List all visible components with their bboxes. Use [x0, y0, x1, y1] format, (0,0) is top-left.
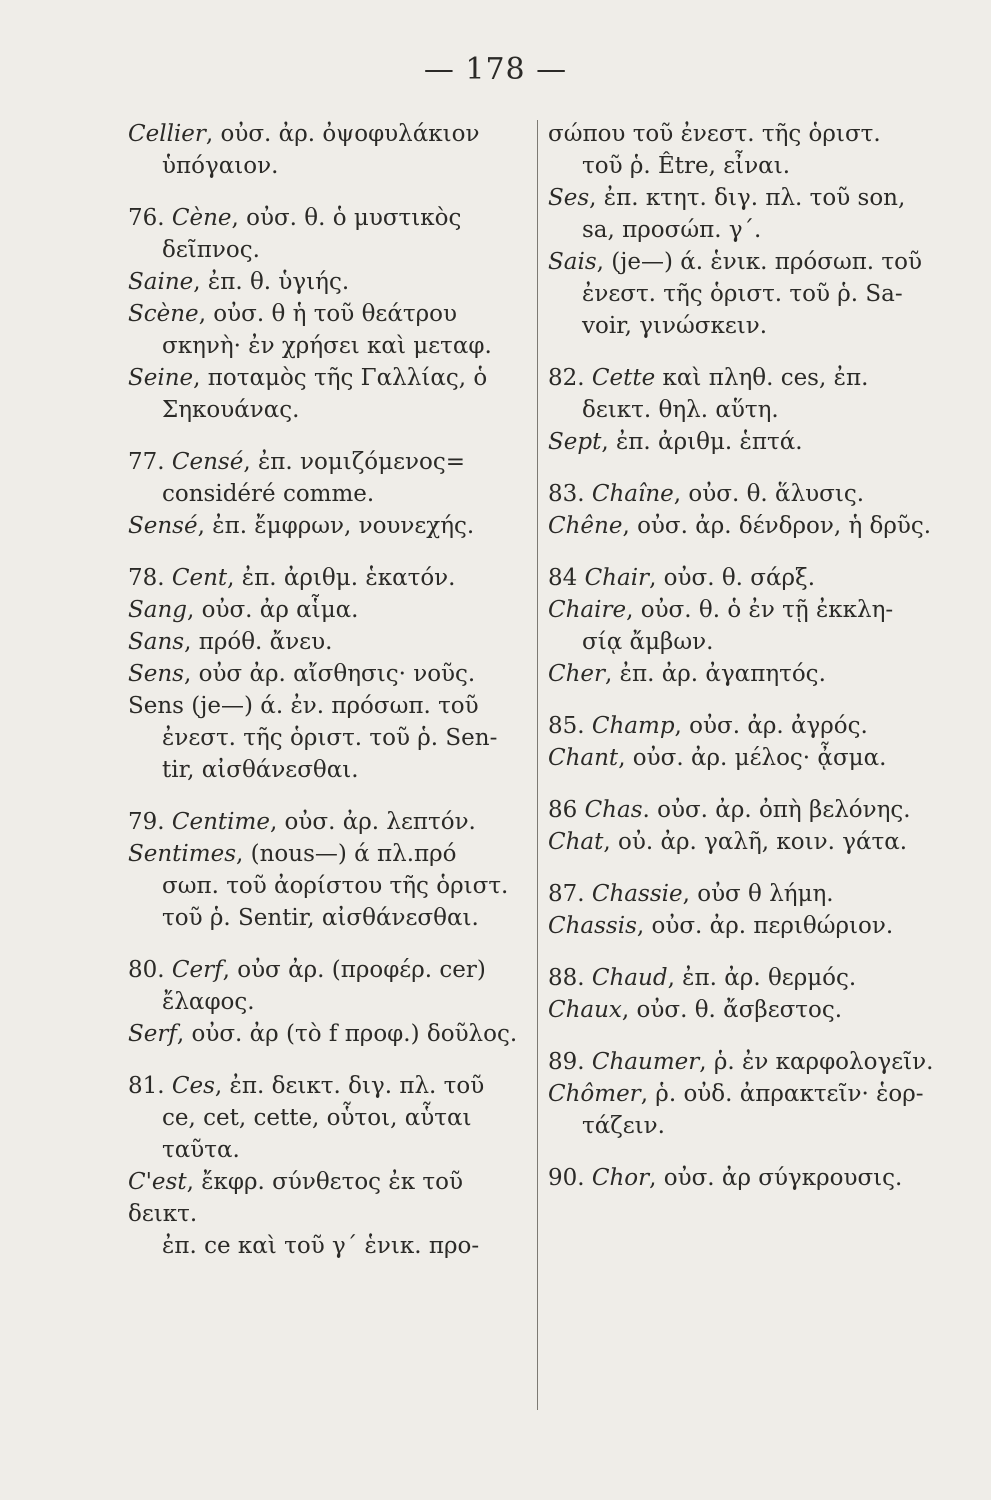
entry-headword: Chair [584, 565, 650, 591]
entry-definition: , οὐσ ἀρ. (προφέρ. cer) [222, 957, 486, 983]
entry-number: 90. [548, 1165, 592, 1191]
entry-continuation: Σηκουάνας. [162, 397, 300, 423]
entry-headword: Cellier [128, 121, 206, 147]
entry-headword: Cène [171, 205, 232, 231]
entry-definition: , οὐσ. ἀρ σύγκρουσις. [649, 1165, 903, 1191]
dictionary-entry [548, 962, 968, 994]
dictionary-entry [128, 510, 523, 542]
entry-number: 84 [548, 565, 585, 591]
entry-definition: , ἐπ. ἀριθμ. ἑπτά. [601, 429, 803, 455]
entry-headword: Ces [171, 1073, 215, 1099]
dictionary-entry [128, 298, 523, 362]
entry-headword: Chaud [591, 965, 668, 991]
dictionary-entry [548, 794, 968, 826]
entry-number: 78. [128, 565, 172, 591]
entry-headword: Saine [128, 269, 194, 295]
entry-number: 86 [548, 797, 585, 823]
entry-definition: , ῥ. οὐδ. ἀπρακτεῖν· ἑορ- [640, 1081, 924, 1107]
entry-number: 85. [548, 713, 592, 739]
dictionary-entry [128, 118, 523, 182]
entry-number: 88. [548, 965, 592, 991]
dictionary-entry [128, 626, 523, 658]
entry-continuation: ἐνεστ. τῆς ὁριστ. τοῦ ῥ. Sen- [162, 725, 498, 751]
entry-definition: , ἐπ. ἀρ. ἀγαπητός. [605, 661, 826, 687]
entry-definition: , ἐπ. κτητ. διγ. πλ. τοῦ son, [589, 185, 906, 211]
dictionary-entry [128, 658, 523, 690]
entry-number: 77. [128, 449, 172, 475]
entry-continuation: ἔλαφος. [162, 989, 255, 1015]
entry-continuation: ὑπόγαιον. [162, 153, 279, 179]
entry-definition: , ἔκφρ. σύνθετος ἐκ τοῦ δεικτ. [128, 1169, 463, 1227]
entry-definition: , οὐσ. θ. ἅλυσις. [673, 481, 865, 507]
dictionary-entry [548, 710, 968, 742]
entry-continuation: considéré comme. [162, 481, 375, 507]
entry-headword: Champ [591, 713, 675, 739]
entry-headword: Chaire [548, 597, 627, 623]
dictionary-entry [548, 362, 968, 426]
dictionary-entry [128, 954, 523, 1018]
entry-number: 81. [128, 1073, 172, 1099]
entry-headword: C'est [128, 1169, 187, 1195]
entry-definition: , οὐσ θ λήμη. [682, 881, 834, 907]
entry-continuation: σωπ. τοῦ ἀορίστου τῆς ὁριστ. [162, 873, 509, 899]
entry-headword: Sens [128, 661, 184, 687]
dictionary-entry [128, 1070, 523, 1166]
entry-headword: Chêne [548, 513, 623, 539]
entry-definition: , (nous—) ά πλ.πρό [236, 841, 457, 867]
left-column [128, 118, 523, 1262]
entry-definition: , οὐσ. ἀρ. λεπτόν. [269, 809, 476, 835]
dictionary-entry [128, 202, 523, 266]
dictionary-entry [548, 1162, 968, 1194]
entry-definition: , οὐσ. θ. ἄσβεστος. [621, 997, 843, 1023]
entry-continuation: δεῖπνος. [162, 237, 260, 263]
dictionary-entry [128, 690, 523, 786]
dictionary-entry [548, 182, 968, 246]
dictionary-entry [548, 910, 968, 942]
entry-number: 83. [548, 481, 592, 507]
entry-continuation: σίᾳ ἄμβων. [582, 629, 714, 655]
dictionary-entry [548, 742, 968, 774]
dictionary-entry [128, 838, 523, 934]
dictionary-entry [128, 266, 523, 298]
dictionary-entry [128, 362, 523, 426]
entry-continuation: ce, cet, cette, οὗτοι, αὗται [162, 1105, 472, 1131]
dictionary-entry [548, 246, 968, 342]
dictionary-entry [548, 426, 968, 458]
entry-definition: , οὐσ. θ. ὁ μυστικὸς [231, 205, 462, 231]
entry-continuation: δεικτ. θηλ. αὕτη. [582, 397, 779, 423]
entry-definition: , ῥ. ἐν καρφολογεῖν. [699, 1049, 934, 1075]
entry-continuation: τοῦ ῥ. Être, εἶναι. [582, 153, 791, 179]
entry-number: 87. [548, 881, 592, 907]
entry-definition: , οὐσ. ἀρ (τὸ f προφ.) δοῦλος. [176, 1021, 518, 1047]
entry-headword: Cette [591, 365, 656, 391]
dictionary-entry [548, 510, 968, 542]
entry-headword: Censé [171, 449, 244, 475]
dictionary-entry [548, 1046, 968, 1078]
dictionary-entry [548, 594, 968, 658]
entry-headword: Chassis [548, 913, 637, 939]
entry-headword: Chaumer [591, 1049, 700, 1075]
entry-headword: Seine [128, 365, 194, 391]
entry-continuation: sa, προσώπ. γ΄. [582, 217, 762, 243]
entry-headword: Centime [171, 809, 270, 835]
entry-headword: Sentimes [128, 841, 237, 867]
entry-headword: Cerf [171, 957, 223, 983]
entry-definition: Sens (je—) ά. ἐν. πρόσωπ. τοῦ [128, 693, 479, 719]
dictionary-entry [548, 994, 968, 1026]
entry-definition: , οὐσ ἀρ. αἴσθησις· νοῦς. [183, 661, 476, 687]
entry-headword: Scène [128, 301, 199, 327]
dictionary-entry [128, 1018, 523, 1050]
entry-number: 89. [548, 1049, 592, 1075]
entry-continuation: ἐνεστ. τῆς ὁριστ. τοῦ ῥ. Sa- [582, 281, 903, 307]
entry-definition: . οὐσ. ἀρ. ὀπὴ βελόνης. [642, 797, 911, 823]
right-column [548, 118, 968, 1194]
entry-headword: Chômer [548, 1081, 641, 1107]
entry-definition: , ἐπ. θ. ὑγιής. [193, 269, 350, 295]
entry-headword: Chat [548, 829, 604, 855]
entry-definition: , ἐπ. νομιζόμενος= [243, 449, 465, 475]
dictionary-entry [548, 118, 968, 182]
dictionary-entry [548, 878, 968, 910]
entry-continuation: τάζειν. [582, 1113, 665, 1139]
entry-headword: Chant [548, 745, 619, 771]
entry-number: 82. [548, 365, 592, 391]
entry-definition: σώπου τοῦ ἐνεστ. τῆς ὁριστ. [548, 121, 881, 147]
entry-headword: Chas [584, 797, 643, 823]
entry-definition: , πρόθ. ἄνευ. [184, 629, 333, 655]
entry-definition: , ποταμὸς τῆς Γαλλίας, ὁ [193, 365, 488, 391]
entry-headword: Ses [548, 185, 590, 211]
entry-definition: , οὐσ. ἀρ. ὀψοφυλάκιον [205, 121, 480, 147]
entry-headword: Chassie [591, 881, 683, 907]
entry-headword: Cher [548, 661, 606, 687]
entry-definition: , οὐσ. ἀρ. ἀγρός. [674, 713, 868, 739]
dictionary-entry [548, 562, 968, 594]
entry-headword: Sept [548, 429, 602, 455]
dictionary-entry [128, 562, 523, 594]
entry-definition: , οὐσ. ἀρ. μέλος· ᾆσμα. [618, 745, 887, 771]
entry-headword: Chaîne [591, 481, 674, 507]
entry-headword: Sang [128, 597, 188, 623]
entry-continuation: ταῦτα. [162, 1137, 240, 1163]
dictionary-entry [548, 478, 968, 510]
dictionary-entry [548, 1078, 968, 1142]
entry-definition: , οὐ. ἀρ. γαλῆ, κοιν. γάτα. [603, 829, 908, 855]
entry-definition: , οὐσ. θ ἡ τοῦ θεάτρου [198, 301, 457, 327]
entry-headword: Sensé [128, 513, 198, 539]
entry-definition: , ἐπ. δεικτ. διγ. πλ. τοῦ [214, 1073, 485, 1099]
entry-headword: Cent [171, 565, 228, 591]
entry-definition: , (je—) ά. ἑνικ. πρόσωπ. τοῦ [596, 249, 922, 275]
entry-definition: , οὐσ. θ. ὁ ἐν τῇ ἐκκλη- [626, 597, 894, 623]
entry-continuation: σκηνὴ· ἐν χρήσει καὶ μεταφ. [162, 333, 492, 359]
dictionary-entry [548, 826, 968, 858]
entry-definition: , οὐσ. ἀρ. περιθώριον. [636, 913, 894, 939]
entry-definition: , οὐσ. ἀρ αἷμα. [187, 597, 359, 623]
entry-definition: , ἐπ. ἔμφρων, νουνεχής. [197, 513, 475, 539]
dictionary-entry [128, 446, 523, 510]
entry-definition: , ἐπ. ἀριθμ. ἑκατόν. [227, 565, 456, 591]
entry-headword: Serf [128, 1021, 177, 1047]
entry-definition: , οὐσ. θ. σάρξ. [649, 565, 816, 591]
entry-headword: Sais [548, 249, 597, 275]
entry-definition: , οὐσ. ἀρ. δένδρον, ἡ δρῦς. [622, 513, 932, 539]
entry-definition: καὶ πληθ. ces, ἐπ. [655, 365, 869, 391]
entry-continuation: τοῦ ῥ. Sentir, αἰσθάνεσθαι. [162, 905, 479, 931]
entry-continuation: ἐπ. ce καὶ τοῦ γ΄ ἑνικ. προ- [162, 1233, 480, 1259]
entry-headword: Chaux [548, 997, 622, 1023]
entry-number: 79. [128, 809, 172, 835]
dictionary-entry [548, 658, 968, 690]
entry-number: 76. [128, 205, 172, 231]
entry-headword: Sans [128, 629, 185, 655]
column-divider [537, 120, 538, 1410]
entry-number: 80. [128, 957, 172, 983]
page-number: — 178 — [423, 52, 568, 87]
dictionary-entry [128, 1166, 523, 1262]
entry-continuation: tir, αἰσθάνεσθαι. [162, 757, 359, 783]
entry-continuation: voir, γινώσκειν. [582, 313, 768, 339]
dictionary-entry [128, 594, 523, 626]
entry-definition: , ἐπ. ἀρ. θερμός. [667, 965, 857, 991]
entry-headword: Chor [591, 1165, 650, 1191]
dictionary-entry [128, 806, 523, 838]
